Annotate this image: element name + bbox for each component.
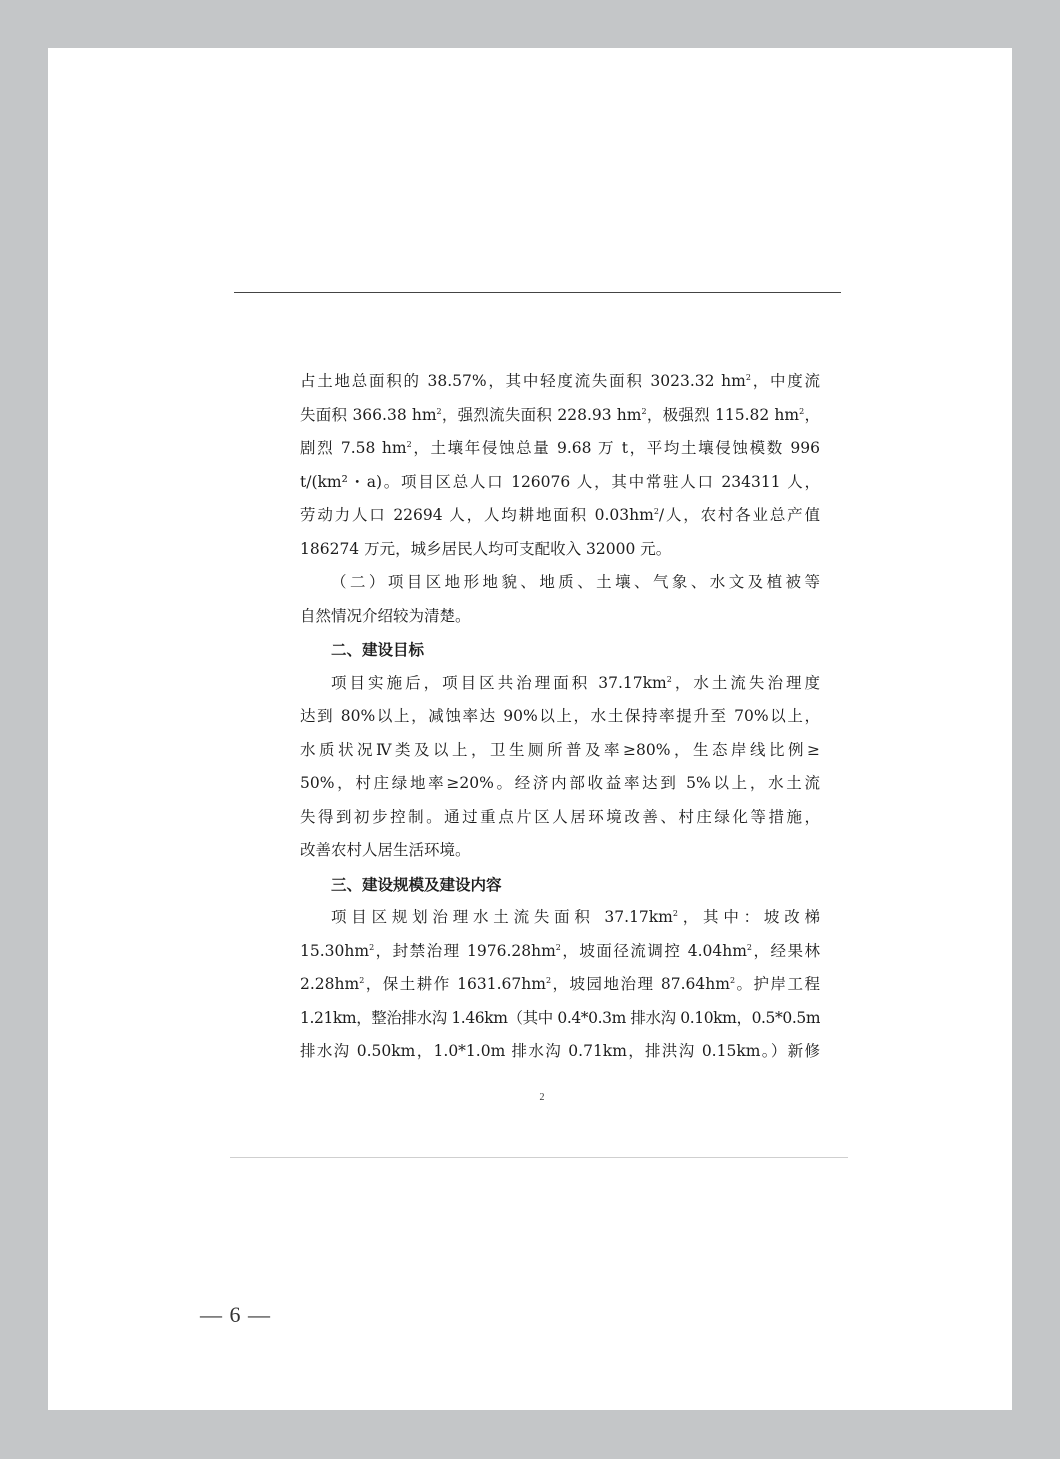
header-rule [234,292,841,293]
footer-rule [230,1157,848,1158]
text-line-7: （二）项目区地形地貌、地质、土壤、气象、水文及植被等 [331,573,820,591]
text-line-8: 自然情况介绍较为清楚。 [300,606,471,625]
section-heading-3: 三、建设规模及建设内容 [331,874,502,894]
outer-page-number: — 6 — [200,1302,271,1327]
text-line-6: 186274 万元，城乡居民人均可支配收入 32000 元。 [300,539,672,558]
text-line-17: 项目区规划治理水土流失面积 $37.17km^2$，其中：坡改梯 [331,908,820,926]
inner-page-number: 2 [539,1092,545,1103]
text-line-15: 改善农村人居生活环境。 [300,841,471,859]
text-line-20: 1.21km，整治排水沟 1.46km（其中 0.4*0.3m 排水沟 0.10km，0.5*0.5m [300,1008,820,1027]
text-line-12: 水质状况Ⅳ类及以上，卫生厕所普及率≥80%，生态岸线比例≥ [300,740,820,759]
text-line-3: 剧烈 7.58 $hm^2$，土壤年侵蚀总量 9.68 万 t，平均土壤侵蚀模数 996 [300,439,820,457]
text-line-2: 失面积 366.38 $hm^2$，强烈流失面积 228.93 $hm^2$，极强烈 115.82 $hm^2$， [300,405,820,424]
text-line-10: 项目实施后，项目区共治理面积 $37.17km^2$，水土流失治理度 [331,673,820,692]
text-line-4: t/(km²・a)。项目区总人口 126076 人，其中常驻人口 234311 人， [300,472,820,491]
section-heading-2: 二、建设目标 [331,640,425,659]
text-line-11: 达到 80%以上，减蚀率达 90%以上，水土保持率提升至 70%以上， [300,707,820,725]
text-line-13: 50%，村庄绿地率≥20%。经济内部收益率达到 5%以上，水土流 [300,774,820,792]
text-line-1: 占土地总面积的 38.57%，其中轻度流失面积 3023.32 $hm^2$，中度流 [300,372,820,390]
body-text [300,365,820,1069]
text-line-21: 排水沟 0.50km，1.0*1.0m 排水沟 0.71km，排洪沟 0.15km。）新修 [300,1042,820,1060]
text-line-18: $15.30hm^2$，封禁治理 $1976.28hm^2$，坡面径流调控 $4.04hm^2$，经果林 [300,941,820,960]
text-line-14: 失得到初步控制。通过重点片区人居环境改善、村庄绿化等措施， [300,807,820,826]
text-line-19: $2.28hm^2$，保土耕作 $1631.67hm^2$，坡园地治理 $87.64hm^2$。护岸工程 [300,975,820,993]
document-page [48,48,1012,1410]
text-line-5: 劳动力人口 22694 人，人均耕地面积 $0.03hm^2/$人，农村各业总产值 [300,506,820,524]
